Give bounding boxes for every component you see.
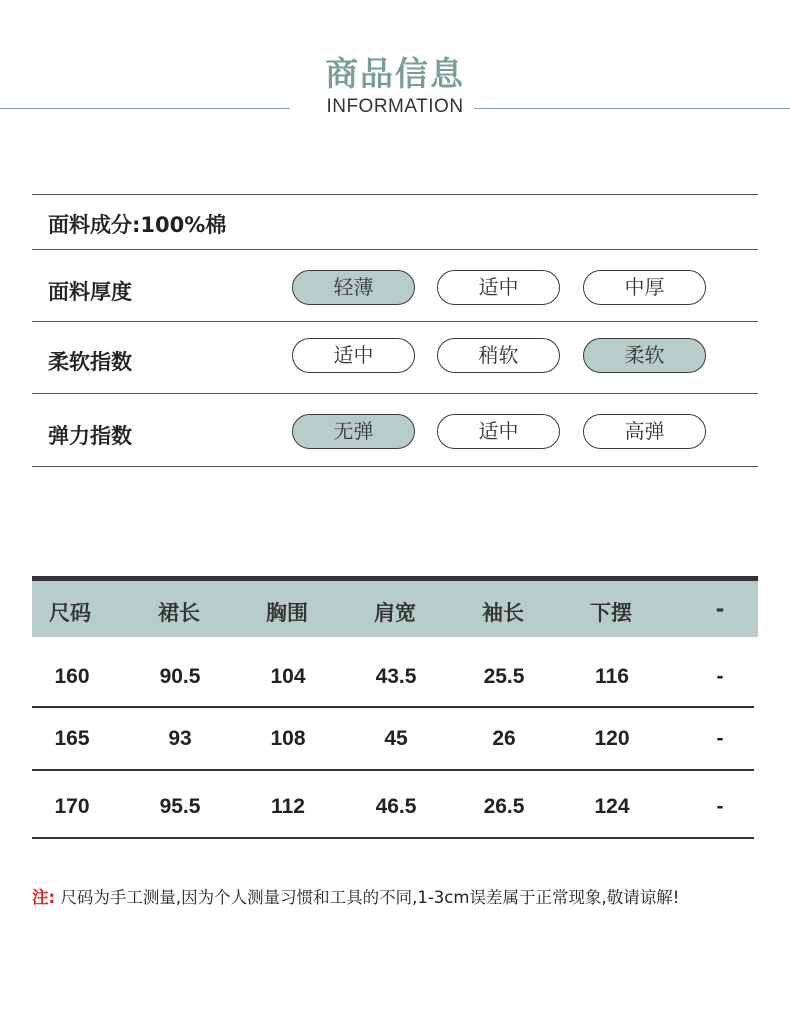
property-row-softness bbox=[32, 321, 758, 393]
table-cell: 108 bbox=[270, 727, 306, 750]
table-cell: 46.5 bbox=[375, 795, 417, 818]
table-cell: - bbox=[716, 727, 724, 750]
page-title: 商品信息 bbox=[325, 54, 465, 93]
note-text: 尺码为手工测量,因为个人测量习惯和工具的不同,1-3cm误差属于正常现象,敬请谅解! bbox=[60, 888, 680, 907]
table-cell: 45 bbox=[384, 727, 408, 750]
table-row bbox=[32, 708, 754, 771]
table-cell: - bbox=[716, 665, 724, 688]
property-label: 弹力指数 bbox=[48, 424, 132, 448]
table-cell: 165 bbox=[54, 727, 90, 750]
table-cell: 170 bbox=[54, 795, 90, 818]
table-cell: - bbox=[716, 795, 724, 818]
composition-row bbox=[32, 194, 758, 249]
table-cell: 25.5 bbox=[483, 665, 525, 688]
option-pill-slightly-soft: 稍软 bbox=[437, 338, 560, 373]
table-cell: 95.5 bbox=[159, 795, 201, 818]
table-cell: 124 bbox=[594, 795, 630, 818]
option-pill-moderate: 适中 bbox=[292, 338, 415, 373]
table-cell: 26.5 bbox=[483, 795, 525, 818]
table-cell: 90.5 bbox=[159, 665, 201, 688]
option-pill-soft: 柔软 bbox=[583, 338, 706, 373]
header-cell: 尺码 bbox=[49, 601, 91, 625]
table-cell: 104 bbox=[270, 665, 306, 688]
property-row-elasticity bbox=[32, 393, 758, 467]
table-row bbox=[32, 637, 754, 708]
header-cell: 下摆 bbox=[590, 601, 632, 625]
table-cell: 160 bbox=[54, 665, 90, 688]
option-pill-thin: 轻薄 bbox=[292, 270, 415, 305]
property-label: 柔软指数 bbox=[48, 350, 132, 374]
table-cell: 116 bbox=[595, 665, 629, 688]
option-pill-thick: 中厚 bbox=[583, 270, 706, 305]
table-header bbox=[32, 581, 758, 637]
note-prefix: 注: bbox=[32, 888, 56, 907]
option-pill-medium: 适中 bbox=[437, 270, 560, 305]
header-cell: 袖长 bbox=[482, 601, 524, 625]
fabric-properties bbox=[32, 194, 758, 467]
property-row-thickness bbox=[32, 249, 758, 321]
table-cell: 26 bbox=[492, 727, 516, 750]
header-cell: 裙长 bbox=[158, 601, 200, 625]
measurement-note bbox=[32, 884, 772, 908]
table-cell: 112 bbox=[271, 795, 305, 818]
header-cell: 肩宽 bbox=[374, 601, 416, 625]
property-label: 面料厚度 bbox=[48, 280, 132, 304]
table-row bbox=[32, 771, 754, 839]
composition-label: 面料成分:100%棉 bbox=[48, 213, 227, 237]
table-cell: 120 bbox=[594, 727, 630, 750]
table-cell: 93 bbox=[168, 727, 192, 750]
option-pill-high-stretch: 高弹 bbox=[583, 414, 706, 449]
table-cell: 43.5 bbox=[375, 665, 417, 688]
page-subtitle: INFORMATION bbox=[326, 96, 464, 117]
option-pill-no-stretch: 无弹 bbox=[292, 414, 415, 449]
header-cell: 胸围 bbox=[266, 601, 308, 625]
option-pill-moderate: 适中 bbox=[437, 414, 560, 449]
size-table bbox=[32, 576, 758, 839]
header-cell: - bbox=[715, 597, 725, 621]
